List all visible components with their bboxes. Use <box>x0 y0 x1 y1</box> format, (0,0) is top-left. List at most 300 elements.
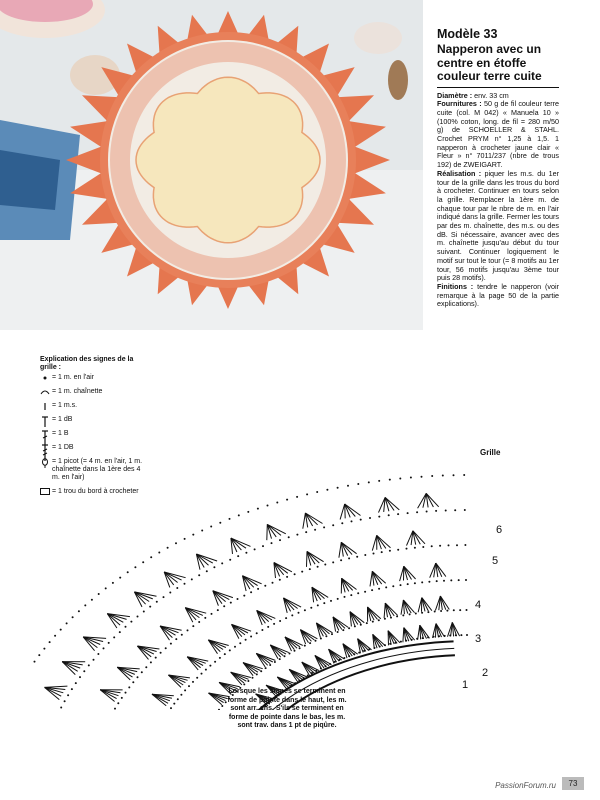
chain-dot <box>337 598 339 600</box>
chain-dot <box>350 594 352 596</box>
chain-dot <box>264 585 266 587</box>
chain-dot <box>310 607 312 609</box>
chain-dot <box>344 596 346 598</box>
chain-dot <box>286 576 288 578</box>
chain-dot <box>341 522 343 524</box>
chain-dot <box>397 549 399 551</box>
chain-dot <box>337 487 339 489</box>
chain-dot <box>128 686 130 688</box>
chain-dot <box>257 588 259 590</box>
chain-dot <box>54 635 56 637</box>
chain-dot <box>134 566 136 568</box>
chain-dot <box>192 534 194 536</box>
chain-dot <box>296 496 298 498</box>
chain-dot <box>119 631 121 633</box>
chain-dot <box>407 512 409 514</box>
chain-dot <box>237 598 239 600</box>
chain-dot <box>384 618 386 620</box>
chain-dot <box>354 625 356 627</box>
chain-dot <box>364 554 366 556</box>
chain-dot <box>421 581 423 583</box>
stitch-mark <box>370 571 372 586</box>
chain-dot <box>112 582 114 584</box>
chain-dot <box>247 680 249 682</box>
chain-dot <box>93 659 95 661</box>
chain-dot <box>71 688 73 690</box>
chain-dot <box>260 670 262 672</box>
chain-dot <box>276 502 278 504</box>
instructions <box>437 92 559 310</box>
chain-dot <box>67 694 69 696</box>
chain-dot <box>213 566 215 568</box>
chain-dot <box>442 475 444 477</box>
legend-text: = 1 picot (= 4 m. en l'air, 1 m. chaînette dans la 1ère des 4 m. en l'air) <box>52 458 143 481</box>
stitch-mark <box>45 686 68 687</box>
chain-dot <box>279 620 281 622</box>
chain-dot <box>267 626 269 628</box>
chain-dot <box>229 518 231 520</box>
chain-dot <box>435 510 437 512</box>
chain-dot <box>351 520 353 522</box>
chain-dot <box>307 675 309 677</box>
fournitures-label: Fournitures : <box>437 99 482 109</box>
chain-dot <box>316 491 318 493</box>
chain-dot <box>156 601 158 603</box>
chain-dot <box>414 582 416 584</box>
fournitures-text: 50 g de fil couleur terre cuite (col. M 042) « Manuela 10 » (100% coton, long. de fil = 280 m/50 g) de SCHOELLER & STAHL. Crochet PRYM n° 1,25 à 1,5. 1 napperon à crocheter jaune clair « Fleur » n° 7011/237 (nbre de trous 192) de ZWEIGART. <box>437 99 559 170</box>
chain-dot <box>463 474 465 476</box>
chain-dot <box>372 621 374 623</box>
legend-text: = 1 DB <box>52 444 74 451</box>
chain-dot <box>262 545 264 547</box>
row-number: 1 <box>462 679 469 691</box>
chain-dot <box>279 539 281 541</box>
subtitle-line: centre en étoffe <box>437 55 527 70</box>
chain-dot <box>170 643 172 645</box>
diametre-text: env. 33 cm <box>472 90 509 100</box>
chain-dot <box>378 588 380 590</box>
chain-dot <box>389 479 391 481</box>
chain-dot <box>256 673 258 675</box>
chain-dot <box>332 561 334 563</box>
chain-dot <box>301 571 303 573</box>
fabric-center <box>136 77 320 243</box>
subtitle-line: couleur terre cuite <box>437 69 542 83</box>
chain-dot <box>91 599 93 601</box>
chain-dot <box>317 566 319 568</box>
chain-dot <box>390 617 392 619</box>
chain-dot <box>205 669 207 671</box>
chain-dot <box>314 529 316 531</box>
chain-dot <box>274 661 276 663</box>
row-number: 5 <box>492 555 499 567</box>
chain-dot <box>304 645 306 647</box>
chain-dot <box>456 544 458 546</box>
row-number: 3 <box>475 633 482 645</box>
row-number: 4 <box>475 599 482 611</box>
chain-dot <box>103 647 105 649</box>
legend-text: = 1 dB <box>52 416 73 423</box>
chain-dot <box>428 581 430 583</box>
chain-dot <box>223 605 225 607</box>
chain-dot <box>381 551 383 553</box>
chain-dot <box>176 587 178 589</box>
chain-dot <box>239 642 241 644</box>
chain-dot <box>209 665 211 667</box>
chain-dot <box>373 553 375 555</box>
chain-dot <box>163 596 165 598</box>
chain-dot <box>323 526 325 528</box>
chain-dot <box>271 542 273 544</box>
chain-dot <box>325 635 327 637</box>
chain-dot <box>324 564 326 566</box>
crochet-chart <box>30 390 510 710</box>
chain-dot <box>360 624 362 626</box>
chain-dot <box>38 654 40 656</box>
stitch-mark <box>274 563 292 572</box>
chain-dot <box>155 657 157 659</box>
chain-dot <box>114 708 116 710</box>
chain-dot <box>169 592 171 594</box>
diametre-label: Diamètre : <box>437 90 473 100</box>
chain-dot <box>291 614 293 616</box>
chain-dot <box>466 609 468 611</box>
stitch-mark <box>384 603 385 618</box>
stitch-mark <box>243 576 262 584</box>
chain-dot <box>257 508 259 510</box>
chain-dot <box>400 584 402 586</box>
chain-dot <box>453 609 455 611</box>
chain-dot <box>331 633 333 635</box>
chain-dot <box>150 556 152 558</box>
chain-dot <box>221 562 223 564</box>
chain-dot <box>326 489 328 491</box>
chain-dot <box>158 552 160 554</box>
chain-dot <box>105 587 107 589</box>
chain-dot <box>431 545 433 547</box>
chain-dot <box>206 570 208 572</box>
chain-dot <box>279 658 281 660</box>
chain-dot <box>217 609 219 611</box>
chain-dot <box>357 483 359 485</box>
chain-dot <box>337 631 339 633</box>
legend-text: = 1 m. chaînette <box>52 388 103 395</box>
chain-dot <box>450 579 452 581</box>
chain-dot <box>315 640 317 642</box>
chart-note: Lorsque les signes se terminent en forme de pointe dans le haut, les m. sont arr. ens. S'ils se terminent en forme de pointe dans le bas, les m. sont trav. dans 1 pt de piqûre. <box>227 688 347 729</box>
chain-dot <box>458 579 460 581</box>
watermark: PassionForum.ru <box>495 781 556 790</box>
chain-dot <box>320 638 322 640</box>
chain-dot <box>181 634 183 636</box>
divider <box>437 87 559 88</box>
chain-dot <box>119 577 121 579</box>
chain-dot <box>273 623 275 625</box>
chain-dot <box>75 682 77 684</box>
chain-dot <box>431 475 433 477</box>
chain-dot <box>132 681 134 683</box>
chain-dot <box>285 617 287 619</box>
chain-dot <box>165 647 167 649</box>
chain-dot <box>402 614 404 616</box>
chain-dot <box>83 670 85 672</box>
chain-dot <box>348 627 350 629</box>
chain-dot <box>175 542 177 544</box>
chain-dot <box>286 499 288 501</box>
chain-dot <box>459 609 461 611</box>
chain-dot <box>272 582 274 584</box>
chain-dot <box>304 609 306 611</box>
chain-dot <box>238 514 240 516</box>
chain-dot <box>369 517 371 519</box>
chain-dot <box>125 692 127 694</box>
finitions-label: Finitions : <box>437 281 474 291</box>
chain-dot <box>330 600 332 602</box>
chain-dot <box>416 511 418 513</box>
chain-dot <box>201 530 203 532</box>
stitch-mark <box>339 542 341 557</box>
chain-dot <box>294 650 296 652</box>
chain-dot <box>245 552 247 554</box>
chain-dot <box>288 536 290 538</box>
chain-dot <box>289 653 291 655</box>
chain-dot <box>167 547 169 549</box>
chain-dot <box>466 634 468 636</box>
doily-photo <box>0 0 423 330</box>
realisation-label: Réalisation : <box>437 168 482 178</box>
chain-dot <box>378 516 380 518</box>
realisation-text: piquer les m.s. du 1er tour de la grille dans les trous du bord à crocheter. Continuer en tours selon la grille. Remplacer la 1ère m. de chaque tour par le nbre de m. en l'air indiqué dans la grille. Fermer les tours par des m. chaînette, des m.s. ou des dB. Si nécessaire, avancer avec des m. chaînette jusqu'au début du tour suivant. Continuer logiquement le motif sur tout le tour (= 8 motifs au 1er tour, 56 motifs jusqu'au 3ème tour puis 28 motifs). <box>437 168 559 283</box>
chain-dot <box>445 510 447 512</box>
chain-dot <box>448 544 450 546</box>
chain-dot <box>219 657 221 659</box>
chain-dot <box>145 666 147 668</box>
chain-dot <box>204 617 206 619</box>
chain-dot <box>464 544 466 546</box>
chain-dot <box>210 526 212 528</box>
chain-dot <box>84 604 86 606</box>
chain-dot <box>192 625 194 627</box>
chain-dot <box>434 611 436 613</box>
chain-dot <box>170 707 172 709</box>
chain-dot <box>173 703 175 705</box>
chain-dot <box>201 673 203 675</box>
chain-dot <box>250 591 252 593</box>
chain-dot <box>378 619 380 621</box>
chain-dot <box>261 629 263 631</box>
chain-dot <box>440 610 442 612</box>
chain-dot <box>160 652 162 654</box>
chain-dot <box>256 632 258 634</box>
legend-text: = 1 trou du bord à crocheter <box>52 488 139 495</box>
chain-dot <box>410 477 412 479</box>
chain-dot <box>323 602 325 604</box>
stitch-mark <box>372 535 376 550</box>
chain-dot <box>378 480 380 482</box>
chain-dot <box>78 610 80 612</box>
chain-dot <box>460 634 462 636</box>
chain-dot <box>399 478 401 480</box>
row-number: 6 <box>496 524 503 536</box>
chain-dot <box>121 697 123 699</box>
chain-dot <box>34 661 36 663</box>
chain-dot <box>265 667 267 669</box>
dot-icon <box>40 374 50 382</box>
chain-dot <box>305 531 307 533</box>
chain-dot <box>342 629 344 631</box>
chain-dot <box>198 621 200 623</box>
chain-dot <box>421 612 423 614</box>
chain-dot <box>439 545 441 547</box>
chain-dot <box>184 583 186 585</box>
chain-dot <box>364 591 366 593</box>
chain-dot <box>299 647 301 649</box>
chain-dot <box>252 677 254 679</box>
chain-dot <box>348 557 350 559</box>
chain-dot <box>464 509 466 511</box>
chain-dot <box>317 604 319 606</box>
chain-dot <box>88 664 90 666</box>
page-number: 73 <box>562 777 584 790</box>
chain-dot <box>406 548 408 550</box>
chain-dot <box>254 548 256 550</box>
chain-dot <box>389 550 391 552</box>
stitch-mark <box>267 524 268 540</box>
chain-dot <box>465 579 467 581</box>
chain-dot <box>245 639 247 641</box>
chain-dot <box>218 709 220 710</box>
chain-dot <box>294 573 296 575</box>
chain-dot <box>446 610 448 612</box>
chain-dot <box>279 579 281 581</box>
chain-dot <box>422 546 424 548</box>
chain-dot <box>247 511 249 513</box>
chain-dot <box>184 538 186 540</box>
stitch-mark <box>340 504 345 520</box>
chain-dot <box>143 611 145 613</box>
chain-dot <box>184 689 186 691</box>
chain-dot <box>396 615 398 617</box>
chain-dot <box>426 511 428 513</box>
chain-dot <box>357 592 359 594</box>
chain-dot <box>340 559 342 561</box>
finitions-text: tendre le napperon (voir remarque à la page 50 de la partie explications). <box>437 281 559 309</box>
chain-dot <box>237 555 239 557</box>
chain-dot <box>150 661 152 663</box>
legend-item <box>40 374 150 382</box>
chain-dot <box>130 621 132 623</box>
chain-dot <box>347 485 349 487</box>
chain-dot <box>298 612 300 614</box>
chain-dot <box>108 642 110 644</box>
model-title: Modèle 33 <box>437 27 498 41</box>
chain-dot <box>371 589 373 591</box>
chain-dot <box>113 636 115 638</box>
chain-dot <box>284 655 286 657</box>
legend-title: Explication des signes de la grille : <box>40 356 134 371</box>
chain-dot <box>117 702 119 704</box>
stitch-mark <box>303 513 306 529</box>
chain-dot <box>368 481 370 483</box>
chain-dot <box>192 681 194 683</box>
chain-dot <box>234 646 236 648</box>
chain-dot <box>177 698 179 700</box>
chain-dot <box>453 474 455 476</box>
chain-dot <box>98 593 100 595</box>
chain-dot <box>409 613 411 615</box>
chain-dot <box>64 700 66 702</box>
chain-dot <box>229 559 231 561</box>
chain-dot <box>142 561 144 563</box>
legend-text: = 1 m.s. <box>52 402 78 409</box>
chain-dot <box>388 514 390 516</box>
description-column <box>437 28 559 309</box>
chain-dot <box>211 613 213 615</box>
chain-dot <box>196 677 198 679</box>
chain-dot <box>79 676 81 678</box>
chain-dot <box>397 513 399 515</box>
chain-dot <box>97 653 99 655</box>
chain-dot <box>267 505 269 507</box>
stitch-mark <box>307 551 308 567</box>
chain-dot <box>366 622 368 624</box>
chain-dot <box>219 522 221 524</box>
chain-dot <box>269 664 271 666</box>
row-number: 2 <box>482 667 489 679</box>
chain-dot <box>149 606 151 608</box>
chain-dot <box>250 636 252 638</box>
chain-dot <box>296 534 298 536</box>
chain-dot <box>137 616 139 618</box>
chain-dot <box>407 583 409 585</box>
chain-dot <box>243 683 245 685</box>
chain-dot <box>414 547 416 549</box>
stitch-mark <box>401 600 403 615</box>
subtitle-line: Napperon avec un <box>437 42 542 56</box>
chain-dot <box>415 613 417 615</box>
chain-dot <box>214 661 216 663</box>
chain-dot <box>72 616 74 618</box>
chain-dot <box>66 622 68 624</box>
chain-dot <box>436 580 438 582</box>
chain-dot <box>191 578 193 580</box>
chain-dot <box>141 671 143 673</box>
chain-dot <box>443 580 445 582</box>
chain-dot <box>43 648 45 650</box>
chain-dot <box>127 571 129 573</box>
chain-dot <box>421 476 423 478</box>
chain-dot <box>60 629 62 631</box>
chain-dot <box>309 642 311 644</box>
chain-dot <box>454 509 456 511</box>
chain-dot <box>427 611 429 613</box>
chain-dot <box>187 629 189 631</box>
chain-dot <box>309 568 311 570</box>
legend-text: = 1 B <box>52 430 69 437</box>
chain-dot <box>188 685 190 687</box>
chain-dot <box>198 574 200 576</box>
chain-dot <box>385 586 387 588</box>
chain-dot <box>243 595 245 597</box>
chain-dot <box>332 524 334 526</box>
grid-label: Grille <box>480 448 501 457</box>
chain-dot <box>49 641 51 643</box>
chain-dot <box>360 519 362 521</box>
chain-dot <box>356 556 358 558</box>
chain-dot <box>224 653 226 655</box>
chain-dot <box>175 638 177 640</box>
chain-dot <box>392 585 394 587</box>
